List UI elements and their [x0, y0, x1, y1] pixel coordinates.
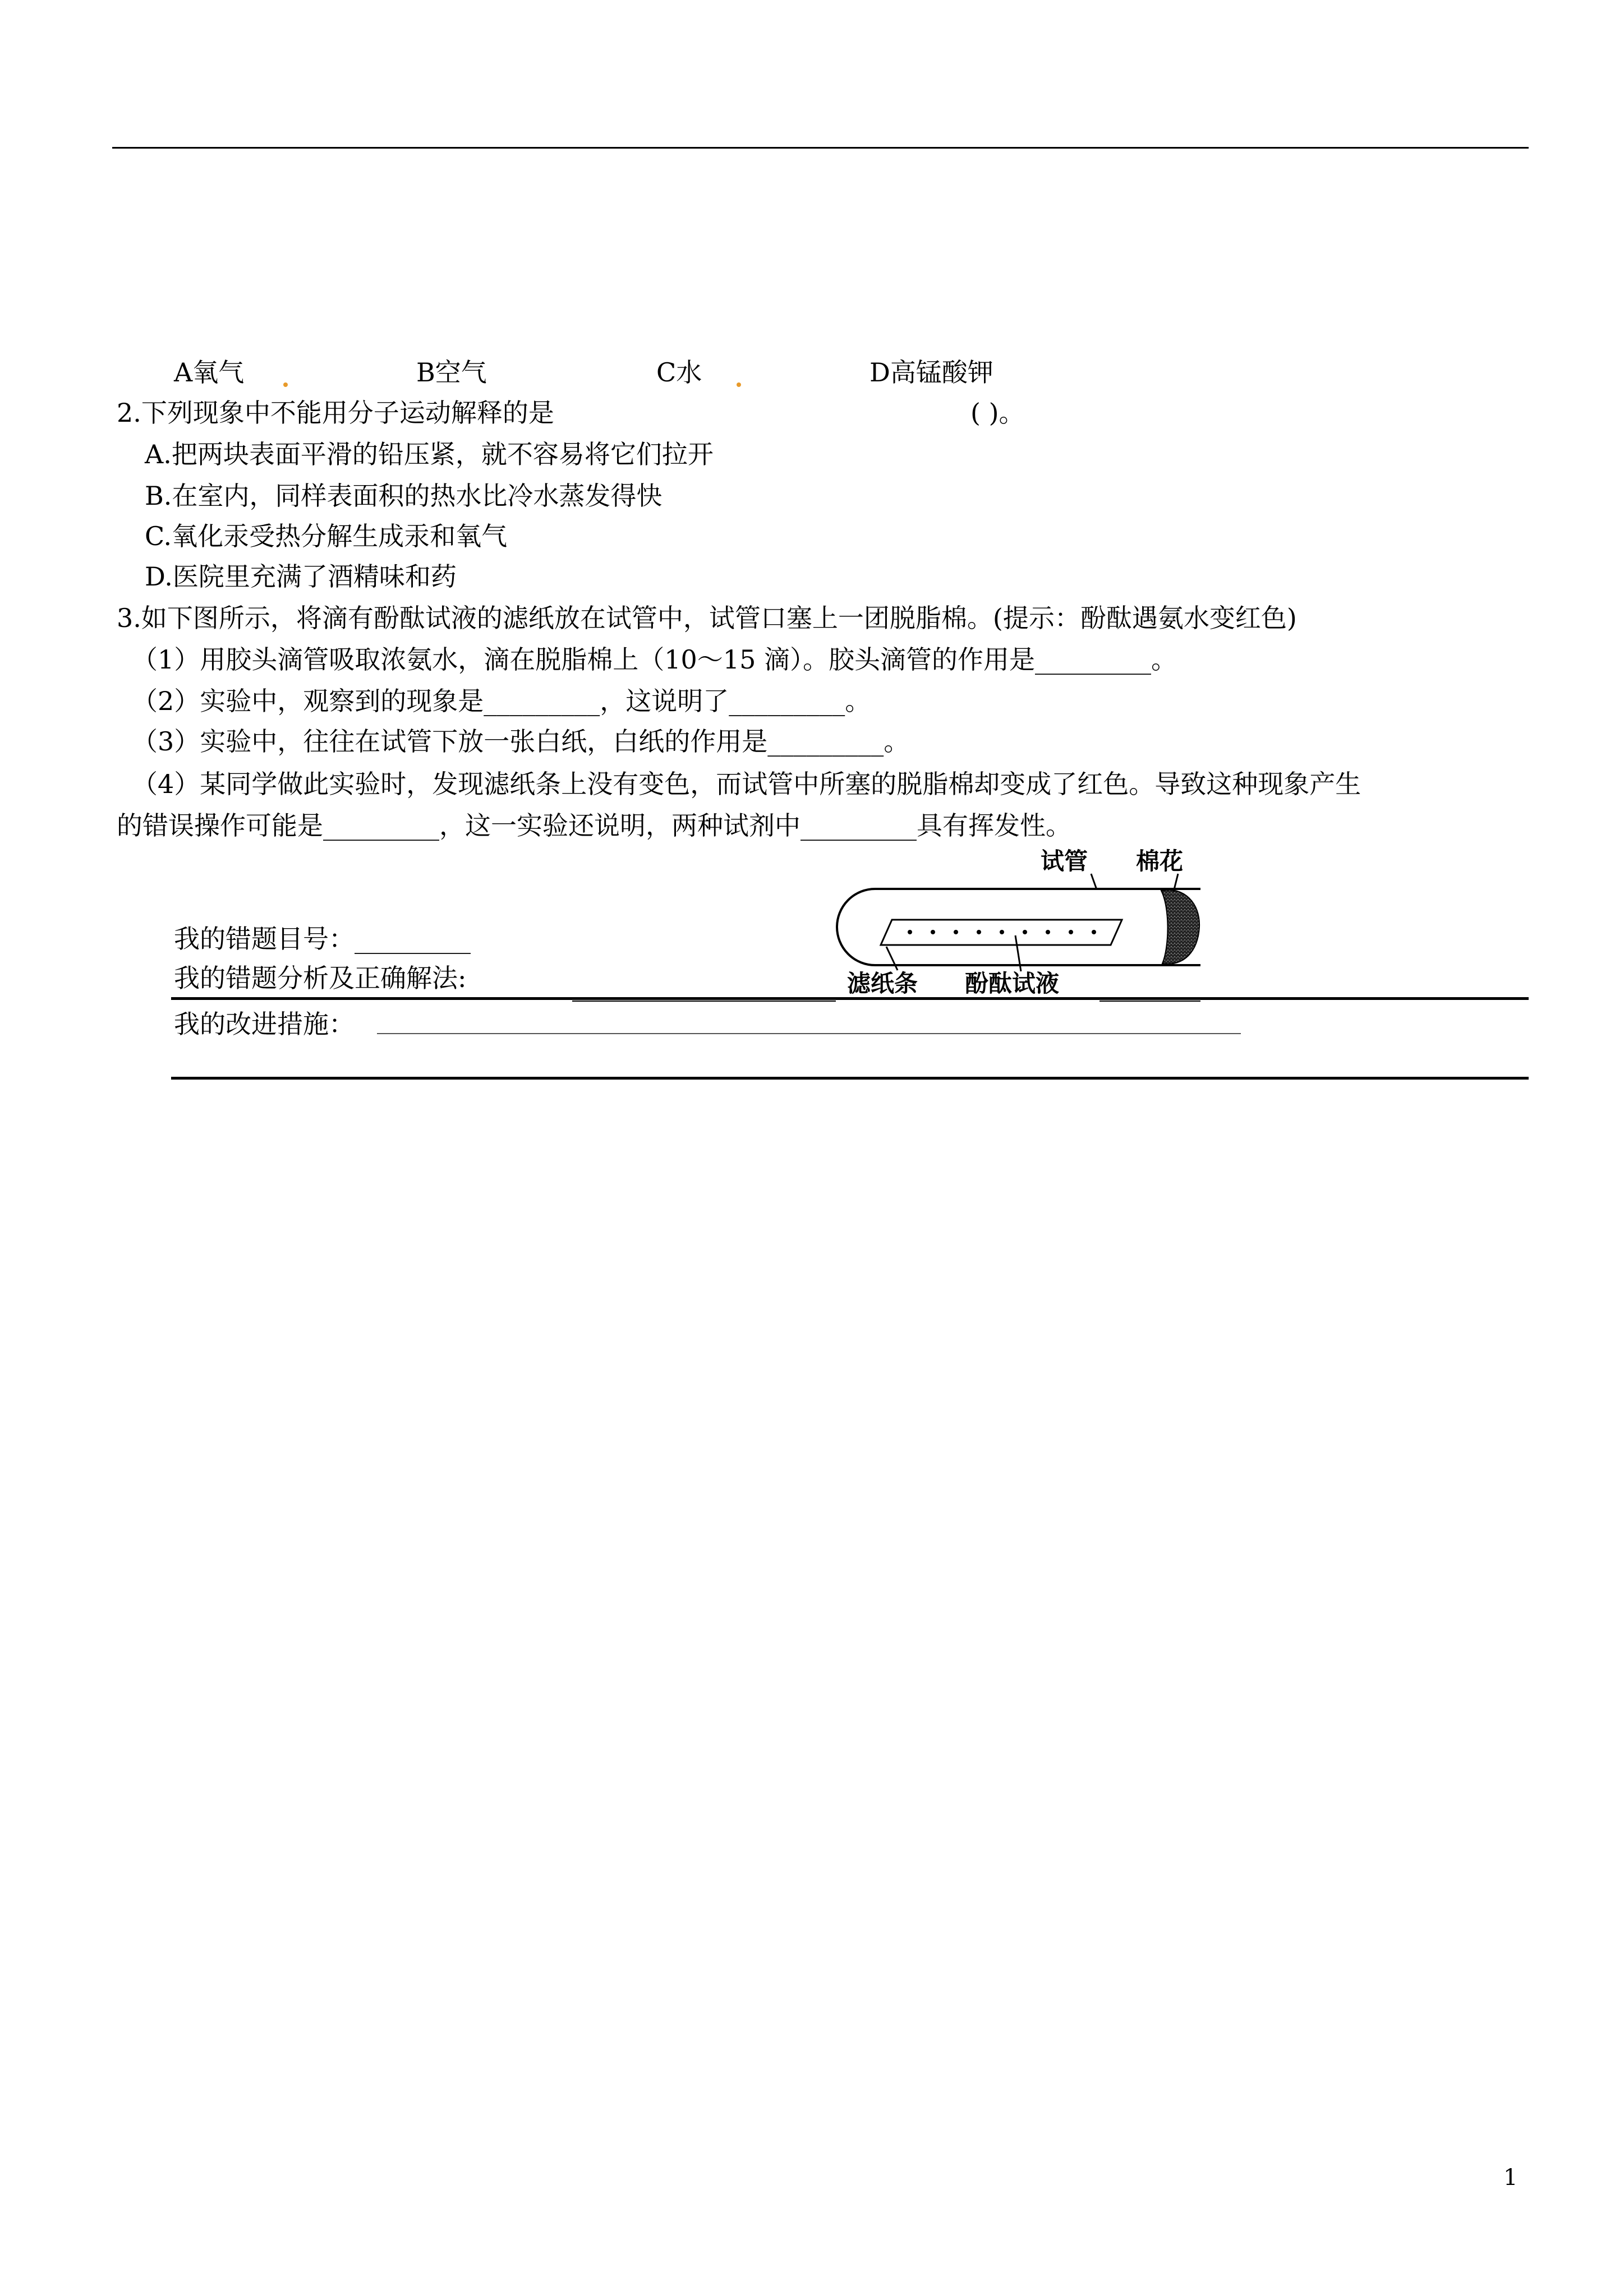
decorative-dot [737, 382, 741, 387]
reagent-drop [931, 930, 935, 934]
leader-line-filter [886, 947, 898, 970]
section-rule [171, 997, 1529, 1000]
q2-option-d: D.医院里充满了酒精味和药 [145, 561, 457, 592]
label-test-tube: 试管 [1041, 847, 1088, 875]
label-cotton: 棉花 [1136, 847, 1184, 875]
q2-option-b: B.在室内，同样表面积的热水比冷水蒸发得快 [145, 481, 663, 511]
reagent-drop [954, 930, 958, 934]
q2-answer-bracket: ( )。 [970, 398, 1025, 428]
leader-line-tube [1091, 874, 1097, 889]
label-filter-paper: 滤纸条 [847, 970, 918, 997]
q3-sub-1: （1）用胶头滴管吸取浓氨水，滴在脱脂棉上（10～15 滴）。胶头滴管的作用是_________。 [132, 644, 1177, 675]
q3-sub-3: （3）实验中，往往在试管下放一张白纸，白纸的作用是_________。 [132, 726, 910, 757]
improvement-answer-line[interactable] [377, 1033, 1241, 1034]
reagent-drop [1069, 930, 1073, 934]
q2-stem: 2.下列现象中不能用分子运动解释的是 [117, 398, 554, 428]
reagent-drop [977, 930, 981, 934]
reagent-drop [908, 930, 912, 934]
q2-option-c: C.氧化汞受热分解生成汞和氧气 [145, 521, 508, 551]
page-number: 1 [1503, 2165, 1518, 2191]
q3-sub-2: （2）实验中，观察到的现象是_________，这说明了_________。 [132, 686, 871, 716]
q2-option-a: A.把两块表面平滑的铅压紧，就不容易将它们拉开 [145, 439, 714, 469]
q3-stem: 3.如下图所示，将滴有酚酞试液的滤纸放在试管中，试管口塞上一团脱脂棉。(提示：酚酞遇氨水变红色) [117, 603, 1297, 633]
q1-option-b: B空气 [416, 357, 487, 388]
analysis-underline [1099, 1001, 1200, 1002]
q3-sub-4-line-1: （4）某同学做此实验时，发现滤纸条上没有变色，而试管中所塞的脱脂棉却变成了红色。导致这种现象产生 [132, 769, 1361, 799]
wrong-question-analysis: 我的错题分析及正确解法: [174, 963, 467, 993]
improvement-measures: 我的改进措施： [174, 1009, 355, 1039]
bottom-rule [171, 1077, 1529, 1080]
q1-option-a: A氧气 [174, 357, 245, 388]
reagent-drop [1046, 930, 1050, 934]
reagent-drop [1092, 930, 1096, 934]
header-rule [112, 147, 1529, 149]
reagent-drop [1000, 930, 1004, 934]
reagent-drop [1023, 930, 1027, 934]
analysis-underline [572, 1001, 836, 1002]
cotton-plug-icon [1161, 890, 1199, 964]
decorative-dot [283, 382, 288, 387]
q1-option-d: D高锰酸钾 [869, 357, 993, 388]
test-tube-diagram [830, 841, 1223, 1009]
label-phenolphthalein: 酚酞试液 [965, 970, 1060, 997]
wrong-question-number: 我的错题目号：_________ [174, 924, 471, 954]
q3-sub-4-line-2: 的错误操作可能是_________，这一实验还说明，两种试剂中_________具有挥发性。 [117, 810, 1071, 841]
q1-option-c: C水 [656, 357, 702, 388]
